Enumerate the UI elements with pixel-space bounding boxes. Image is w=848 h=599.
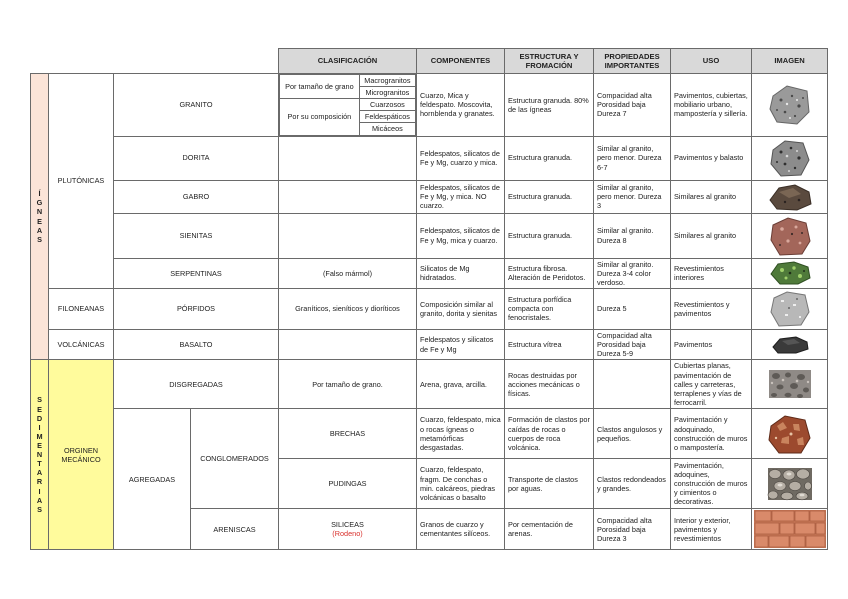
estructura-cell: Estructura fibrosa. Alteración de Peridotos.	[505, 258, 594, 288]
table-row	[31, 329, 828, 359]
componentes-cell: Cuarzo, feldespato, mica o rocas ígneas o metamórficas desgastadas.	[417, 409, 505, 459]
sub-value: Micáceos	[359, 123, 415, 135]
sub-value: Microgranitos	[359, 87, 415, 99]
rock-name: GABRO	[114, 180, 279, 213]
uso-cell: Cubiertas planas, pavimentación de calles y carreteras, terraplenes y vías de ferrocarril.	[671, 360, 752, 409]
rock-image-disgregadas	[752, 360, 828, 409]
rock-image-porfidos	[752, 288, 828, 329]
rock-name: BRECHAS	[279, 409, 417, 459]
header-row	[31, 49, 828, 74]
rock-classification-table	[30, 48, 828, 550]
estructura-cell: Estructura vítrea	[505, 329, 594, 359]
rock-image-brechas	[752, 409, 828, 459]
estructura-cell: Por cementación de arenas.	[505, 509, 594, 550]
componentes-cell: Arena, grava, arcilla.	[417, 360, 505, 409]
table-row	[31, 258, 828, 288]
uso-cell: Pavimentos, cubiertas, mobiliario urbano, mampostería y sillería.	[671, 74, 752, 137]
uso-cell: Pavimentos	[671, 329, 752, 359]
componentes-cell: Composición similar al granito, dorita y sienitas	[417, 288, 505, 329]
subgroup-origen-mecanico: ORGINEN MECÁNICO	[49, 360, 114, 550]
subgroup-conglomerados: CONGLOMERADOS	[191, 409, 279, 509]
propiedades-cell	[594, 360, 671, 409]
uso-cell: Pavimentación, adoquines, construcción de muros y cimientos o decorativas.	[671, 459, 752, 509]
uso-cell: Similares al granito	[671, 180, 752, 213]
clasificacion-cell	[279, 509, 417, 550]
propiedades-cell: Compacidad alta Porosidad baja Dureza 3	[594, 509, 671, 550]
propiedades-cell: Similar al granito, pero menor. Dureza 3	[594, 180, 671, 213]
header-imagen: IMAGEN	[752, 49, 828, 74]
rock-name: DISGREGADAS	[114, 360, 279, 409]
estructura-cell: Estructura granuda. 80% de las ígneas	[505, 74, 594, 137]
sub-value: Macrogranitos	[359, 75, 415, 87]
componentes-cell: Feldespatos, silicatos de Fe y Mg, cuarzo y mica.	[417, 136, 505, 180]
sub-label: Por su composición	[280, 99, 360, 135]
subgroup-filoneanas: FILONEANAS	[49, 288, 114, 329]
clasificacion-cell	[279, 213, 417, 258]
clasificacion-rodeno: (Rodeno)	[332, 529, 363, 539]
subgroup-agregadas: AGREGADAS	[114, 409, 191, 550]
rock-image-serpentinas	[752, 258, 828, 288]
granito-clasificacion	[279, 74, 417, 137]
clasificacion-cell	[279, 136, 417, 180]
clasificacion-cell: (Falso mármol)	[279, 258, 417, 288]
header-componentes: COMPONENTES	[417, 49, 505, 74]
uso-cell: Interior y exterior, pavimentos y revestimientos	[671, 509, 752, 550]
componentes-cell: Silicatos de Mg hidratados.	[417, 258, 505, 288]
sub-value: Feldespáticos	[359, 111, 415, 123]
propiedades-cell: Compacidad alta Porosidad baja Dureza 7	[594, 74, 671, 137]
rock-image-basalto	[752, 329, 828, 359]
group-sedimentarias: S E D I M E N T A R I A S	[31, 360, 49, 550]
componentes-cell: Feldespatos y silicatos de Fe y Mg	[417, 329, 505, 359]
rock-image-gabro	[752, 180, 828, 213]
table-row	[31, 136, 828, 180]
rock-name: ARENISCAS	[191, 509, 279, 550]
uso-cell: Pavimentos y balasto	[671, 136, 752, 180]
rock-name: DORITA	[114, 136, 279, 180]
componentes-cell: Feldespatos, silicatos de Fe y Mg, y mica. NO cuarzo.	[417, 180, 505, 213]
rock-image-dorita	[752, 136, 828, 180]
uso-cell: Pavimentación y adoquinado, construcción de muros o mampostería.	[671, 409, 752, 459]
table-row	[31, 180, 828, 213]
componentes-cell: Granos de cuarzo y cementantes silíceos.	[417, 509, 505, 550]
subgroup-volcanicas: VOLCÁNICAS	[49, 329, 114, 359]
rock-name: PÓRFIDOS	[114, 288, 279, 329]
sub-label: Por tamaño de grano	[280, 75, 360, 99]
header-clasificacion: CLASIFICACIÓN	[279, 49, 417, 74]
rock-name: PUDINGAS	[279, 459, 417, 509]
rock-name: SIENITAS	[114, 213, 279, 258]
clasificacion-cell	[279, 180, 417, 213]
propiedades-cell: Similar al granito. Dureza 8	[594, 213, 671, 258]
rock-image-areniscas	[752, 509, 828, 550]
table-row	[31, 213, 828, 258]
clasificacion-cell: Graníticos, sieníticos y dioríticos	[279, 288, 417, 329]
estructura-cell: Rocas destruidas por acciones mecánicas o físicas.	[505, 360, 594, 409]
sub-value: Cuarzosos	[359, 99, 415, 111]
componentes-cell: Feldespatos, silicatos de Fe y Mg, mica y cuarzo.	[417, 213, 505, 258]
propiedades-cell: Dureza 5	[594, 288, 671, 329]
subgroup-plutonicas: PLUTÓNICAS	[49, 74, 114, 289]
estructura-cell: Estructura granuda.	[505, 136, 594, 180]
header-estructura: ESTRUCTURA Y FROMACIÓN	[505, 49, 594, 74]
componentes-cell: Cuarzo, Mica y feldespato. Moscovita, hornblenda y granates.	[417, 74, 505, 137]
propiedades-cell: Similar al granito, pero menor. Dureza 6-7	[594, 136, 671, 180]
propiedades-cell: Clastos angulosos y pequeños.	[594, 409, 671, 459]
table-row	[31, 288, 828, 329]
clasificacion-cell	[279, 329, 417, 359]
rock-image-granito	[752, 74, 828, 137]
table-row	[31, 360, 828, 409]
rock-name: BASALTO	[114, 329, 279, 359]
header-propiedades: PROPIEDADES IMPORTANTES	[594, 49, 671, 74]
propiedades-cell: Clastos redondeados y grandes.	[594, 459, 671, 509]
propiedades-cell: Similar al granito. Dureza 3-4 color verdoso.	[594, 258, 671, 288]
rock-image-pudingas	[752, 459, 828, 509]
estructura-cell: Formación de clastos por caídas de rocas o cuerpos de roca volcánica.	[505, 409, 594, 459]
estructura-cell: Estructura granuda.	[505, 213, 594, 258]
estructura-cell: Estructura porfídica compacta con fenocristales.	[505, 288, 594, 329]
estructura-cell: Estructura granuda.	[505, 180, 594, 213]
propiedades-cell: Compacidad alta Porosidad baja Dureza 5-9	[594, 329, 671, 359]
rock-name: GRANITO	[114, 74, 279, 137]
group-igneas: Í G N E A S	[31, 74, 49, 360]
componentes-cell: Cuarzo, feldespato, fragm. De conchas o min. calcáreos, piedras volcánicas o basalto	[417, 459, 505, 509]
uso-cell: Similares al granito	[671, 213, 752, 258]
clasificacion-siliceas: SILICEAS	[331, 520, 364, 530]
header-uso: USO	[671, 49, 752, 74]
rock-image-sienitas	[752, 213, 828, 258]
estructura-cell: Transporte de clastos por aguas.	[505, 459, 594, 509]
uso-cell: Revestimientos y pavimentos	[671, 288, 752, 329]
table-row	[31, 74, 828, 137]
table-row	[31, 409, 828, 459]
clasificacion-cell: Por tamaño de grano.	[279, 360, 417, 409]
uso-cell: Revestimientos interiores	[671, 258, 752, 288]
rock-name: SERPENTINAS	[114, 258, 279, 288]
